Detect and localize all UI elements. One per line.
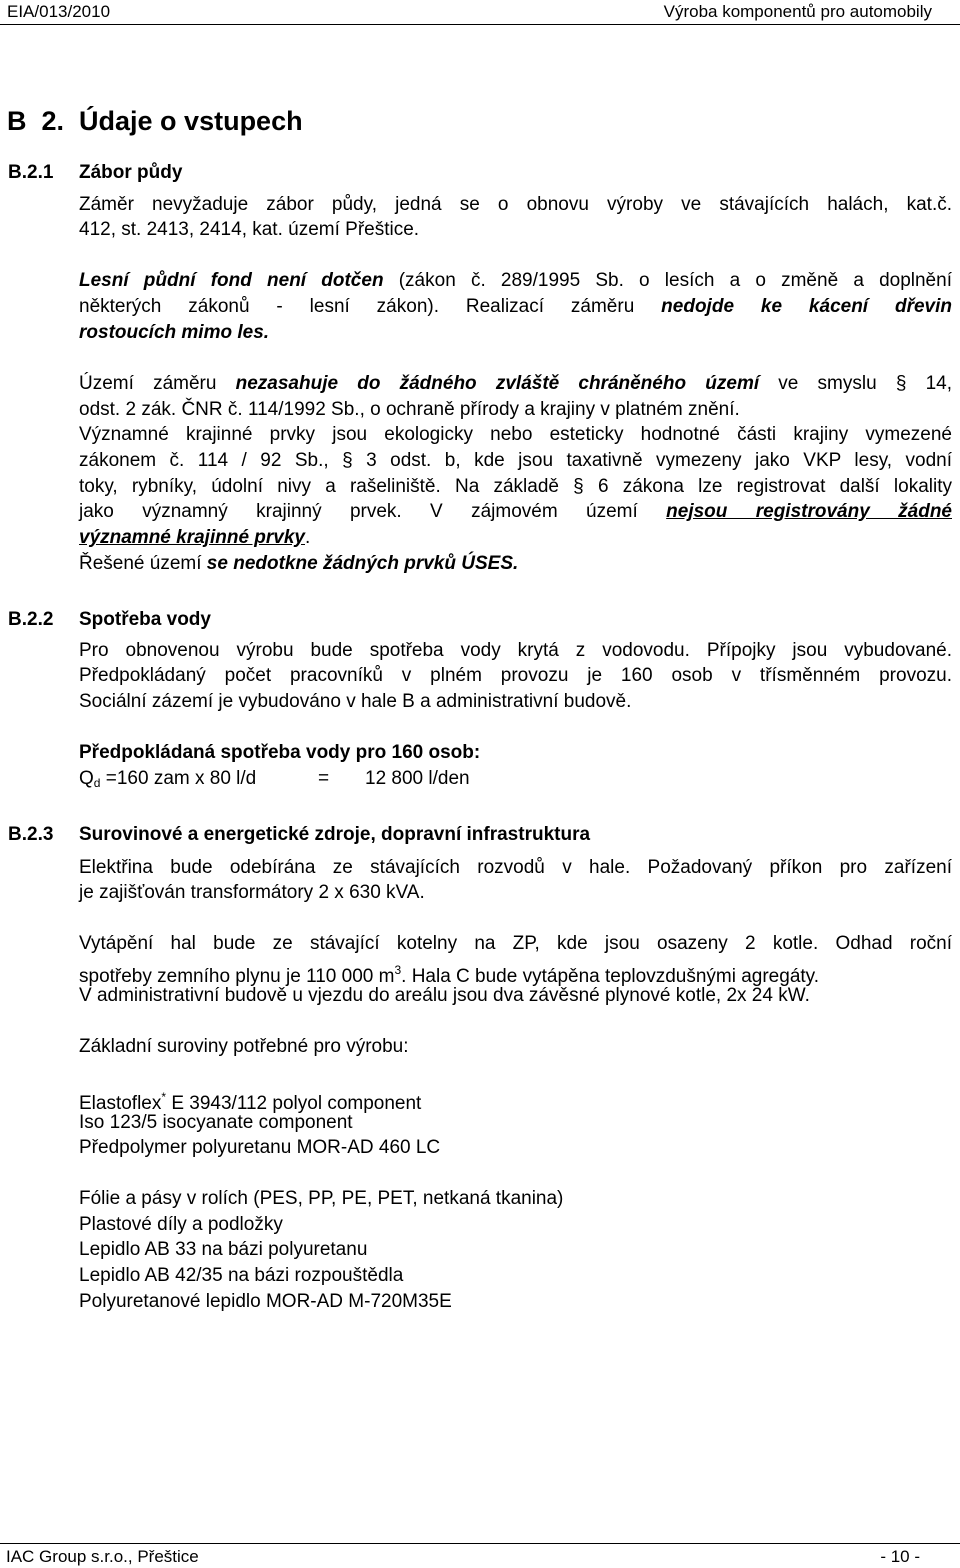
text-run: . Hala C bude vytápěna teplovzdušnými agregáty. [401, 966, 820, 987]
material-item: Polyuretanové lepidlo MOR-AD M-720M35E [79, 1291, 452, 1312]
landscape-elements-emphasis: významné krajinné prvky [79, 527, 305, 548]
subsection-number-b23: B.2.3 [8, 824, 54, 845]
b22-line-1: Pro obnovenou výrobu bude spotřeba vody krytá z vodovodu. Přípojky jsou vybudované. [79, 640, 952, 661]
b23-paragraph-2-line-3: V administrativní budově u vjezdu do areálu jsou dva závěsné plynové kotle, 2x 24 kW. [79, 985, 810, 1006]
b21-paragraph-4 [79, 551, 518, 577]
header-doc-id: EIA/013/2010 [7, 2, 111, 21]
formula-equals: = [318, 768, 330, 789]
material-item: Předpolymer polyuretanu MOR-AD 460 LC [79, 1137, 441, 1158]
material-item: Iso 123/5 isocyanate component [79, 1112, 353, 1133]
b22-line-3: Sociální zázemí je vybudováno v hale B a administrativní budově. [79, 691, 632, 712]
b21-paragraph-3-line-6 [79, 499, 952, 525]
water-formula [79, 766, 256, 796]
subsection-title-b22: Spotřeba vody [79, 609, 211, 630]
text-run: spotřeby zemního plynu je 110 000 m [79, 966, 395, 987]
b21-paragraph-3-line-5: toky, rybníky, údolní nivy a rašeliniště. Na základě § 6 zákona lze registrovat další lokality [79, 476, 952, 497]
text-run: ve smyslu § 14, [759, 373, 952, 394]
formula-result: 12 800 l/den [365, 768, 470, 789]
footer-company: IAC Group s.r.o., Přeštice [6, 1547, 199, 1566]
material-item: Lepidlo AB 42/35 na bázi rozpouštědla [79, 1265, 404, 1286]
superscript: 3 [394, 963, 402, 977]
forest-law-reference: (zákon č. 289/1995 Sb. o lesích a o změně a doplnění [383, 270, 952, 291]
b21-paragraph-1-line-1: Záměr nevyžaduje zábor půdy, jedná se o obnovu výroby ve stávajících halách, kat.č. [79, 194, 952, 215]
b21-paragraph-3-line-1 [79, 371, 952, 397]
footer-divider [0, 1543, 960, 1544]
section-number: B 2. [7, 106, 65, 136]
text-run: Řešené území [79, 553, 207, 574]
protected-area-emphasis: nezasahuje do žádného zvláště chráněného území [235, 373, 760, 394]
material-item: Fólie a pásy v rolích (PES, PP, PE, PET, netkaná tkanina) [79, 1188, 564, 1209]
text-run: E 3943/112 polyol component [166, 1093, 422, 1114]
b21-paragraph-3-line-3: Významné krajinné prvky jsou ekologicky nebo esteticky hodnotné části krajiny vymezené [79, 424, 952, 445]
uses-emphasis: se nedotkne žádných prvků ÚSES. [206, 553, 519, 574]
b21-paragraph-2-line-3: rostoucích mimo les. [79, 322, 270, 343]
header-divider [0, 24, 960, 25]
tree-felling-emphasis: nedojde ke kácení dřevin [661, 296, 952, 317]
formula-expression: =160 zam x 80 l/d [100, 768, 257, 789]
raw-materials-intro: Základní suroviny potřebné pro výrobu: [79, 1036, 409, 1057]
b21-paragraph-3-line-4: zákonem č. 114 / 92 Sb., § 3 odst. b, kde jsou taxativně vymezeny jako VKP lesy, vodní [79, 450, 952, 471]
material-item: Plastové díly a podložky [79, 1214, 283, 1235]
material-item: Lepidlo AB 33 na bázi polyuretanu [79, 1239, 368, 1260]
section-title: Údaje o vstupech [79, 106, 303, 136]
text-run: jako významný krajinný prvek. V zájmovém území [79, 501, 667, 522]
b22-line-2: Předpokládaný počet pracovníků v plném provozu je 160 osob v třísměnném provozu. [79, 665, 952, 686]
page-number: - 10 - [880, 1547, 920, 1566]
text-run: . [305, 527, 311, 548]
text-run: některých zákonů - lesní zákon). Realizací záměru [79, 296, 662, 317]
b21-paragraph-3-line-2: odst. 2 zák. ČNR č. 114/1992 Sb., o ochraně přírody a krajiny v platném znění. [79, 399, 740, 420]
b21-paragraph-2-line-2 [79, 294, 952, 320]
subsection-number-b22: B.2.2 [8, 609, 54, 630]
header-doc-title: Výroba komponentů pro automobily [663, 2, 932, 21]
b21-paragraph-2-line-1 [79, 268, 952, 294]
formula-symbol: Q [79, 768, 94, 789]
no-registered-emphasis: nejsou registrovány žádné [666, 501, 952, 522]
b21-paragraph-3-line-7 [79, 525, 310, 551]
subsection-title-b21: Zábor půdy [79, 162, 183, 183]
subsection-number-b21: B.2.1 [8, 162, 54, 183]
b23-paragraph-1-line-2: je zajišťován transformátory 2 x 630 kVA. [79, 882, 425, 903]
b23-paragraph-1-line-1: Elektřina bude odebírána ze stávajících rozvodů v hale. Požadovaný příkon pro zařízení [79, 857, 952, 878]
text-run: Území záměru [79, 373, 236, 394]
text-run: Elastoflex [79, 1093, 162, 1114]
formula-subscript: d [93, 776, 101, 790]
section-heading [7, 103, 303, 139]
superscript: * [161, 1090, 167, 1104]
subsection-title-b23: Surovinové a energetické zdroje, dopravní infrastruktura [79, 824, 591, 845]
forest-land-emphasis: Lesní půdní fond není dotčen [79, 270, 384, 291]
b23-paragraph-2-line-1: Vytápění hal bude ze stávající kotelny na ZP, kde jsou osazeny 2 kotle. Odhad roční [79, 933, 952, 954]
water-consumption-heading: Předpokládaná spotřeba vody pro 160 osob: [79, 742, 481, 763]
b21-paragraph-1-line-2: 412, st. 2413, 2414, kat. území Přeštice. [79, 219, 420, 240]
